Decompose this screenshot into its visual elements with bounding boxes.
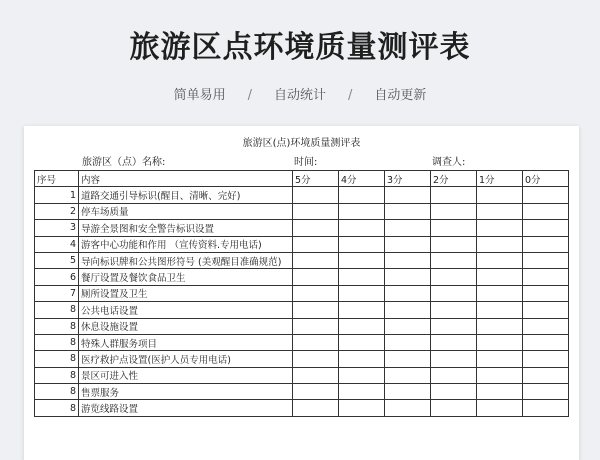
score-cell[interactable] xyxy=(293,285,339,301)
column-header: 4分 xyxy=(339,171,385,187)
score-cell[interactable] xyxy=(477,367,523,383)
table-row xyxy=(35,203,569,219)
score-cell[interactable] xyxy=(339,252,385,268)
score-cell[interactable] xyxy=(339,285,385,301)
tag-separator: / xyxy=(247,88,252,103)
column-header: 2分 xyxy=(431,171,477,187)
row-number: 6 xyxy=(35,269,79,285)
row-content: 道路交通引导标识(醒目、清晰、完好) xyxy=(79,187,293,203)
tag-auto-stat: 自动统计 xyxy=(273,88,326,103)
table-row xyxy=(35,236,569,252)
score-cell[interactable] xyxy=(431,236,477,252)
table-row xyxy=(35,285,569,301)
score-cell[interactable] xyxy=(477,384,523,400)
score-cell[interactable] xyxy=(477,400,523,416)
tag-easy: 简单易用 xyxy=(173,88,226,103)
score-cell[interactable] xyxy=(385,351,431,367)
row-number: 5 xyxy=(35,252,79,268)
score-cell[interactable] xyxy=(385,334,431,350)
score-cell[interactable] xyxy=(339,203,385,219)
score-cell[interactable] xyxy=(385,285,431,301)
score-cell[interactable] xyxy=(477,302,523,318)
tag-auto-update: 自动更新 xyxy=(374,88,427,103)
row-content: 景区可进入性 xyxy=(79,367,293,383)
score-cell[interactable] xyxy=(477,351,523,367)
score-cell[interactable] xyxy=(477,269,523,285)
score-cell[interactable] xyxy=(523,220,569,236)
row-content: 厕所设置及卫生 xyxy=(79,285,293,301)
score-cell[interactable] xyxy=(431,384,477,400)
table-row xyxy=(35,252,569,268)
row-content: 售票服务 xyxy=(79,384,293,400)
score-cell[interactable] xyxy=(431,220,477,236)
evaluation-table xyxy=(34,170,569,417)
score-cell[interactable] xyxy=(385,384,431,400)
table-row xyxy=(35,334,569,350)
row-content: 餐厅设置及餐饮食品卫生 xyxy=(79,269,293,285)
table-row xyxy=(35,302,569,318)
score-cell[interactable] xyxy=(339,318,385,334)
table-row xyxy=(35,400,569,416)
score-cell[interactable] xyxy=(339,351,385,367)
score-cell[interactable] xyxy=(293,269,339,285)
score-cell[interactable] xyxy=(385,236,431,252)
tag-separator: / xyxy=(348,88,353,103)
row-number: 8 xyxy=(35,400,79,416)
score-cell[interactable] xyxy=(293,220,339,236)
score-cell[interactable] xyxy=(339,269,385,285)
table-row xyxy=(35,220,569,236)
score-cell[interactable] xyxy=(385,367,431,383)
score-cell[interactable] xyxy=(523,318,569,334)
score-cell[interactable] xyxy=(339,302,385,318)
row-content: 导游全景图和安全警告标识设置 xyxy=(79,220,293,236)
row-content: 休息设施设置 xyxy=(79,318,293,334)
area-name-label: 旅游区（点）名称: xyxy=(82,157,166,168)
score-cell[interactable] xyxy=(523,384,569,400)
score-cell[interactable] xyxy=(523,252,569,268)
score-cell[interactable] xyxy=(523,302,569,318)
score-cell[interactable] xyxy=(431,269,477,285)
score-cell[interactable] xyxy=(477,203,523,219)
score-cell[interactable] xyxy=(431,285,477,301)
row-number: 8 xyxy=(35,384,79,400)
score-cell[interactable] xyxy=(431,400,477,416)
score-cell[interactable] xyxy=(339,334,385,350)
row-content: 导向标识牌和公共图形符号 (美观醒目准确规范) xyxy=(79,252,293,268)
score-cell[interactable] xyxy=(293,384,339,400)
row-number: 8 xyxy=(35,367,79,383)
score-cell[interactable] xyxy=(339,367,385,383)
row-content: 游览线路设置 xyxy=(79,400,293,416)
score-cell[interactable] xyxy=(523,285,569,301)
spreadsheet-preview xyxy=(24,126,579,460)
score-cell[interactable] xyxy=(293,318,339,334)
score-cell[interactable] xyxy=(431,367,477,383)
score-cell[interactable] xyxy=(523,236,569,252)
score-cell[interactable] xyxy=(385,318,431,334)
score-cell[interactable] xyxy=(477,334,523,350)
table-row xyxy=(35,269,569,285)
table-header-row xyxy=(35,171,569,187)
table-row xyxy=(35,384,569,400)
row-content: 公共电话设置 xyxy=(79,302,293,318)
score-cell[interactable] xyxy=(431,302,477,318)
score-cell[interactable] xyxy=(431,187,477,203)
score-cell[interactable] xyxy=(385,269,431,285)
score-cell[interactable] xyxy=(523,400,569,416)
table-row xyxy=(35,367,569,383)
score-cell[interactable] xyxy=(477,252,523,268)
row-number: 1 xyxy=(35,187,79,203)
score-cell[interactable] xyxy=(431,351,477,367)
score-cell[interactable] xyxy=(339,384,385,400)
time-label: 时间: xyxy=(294,157,318,168)
score-cell[interactable] xyxy=(339,187,385,203)
column-header: 序号 xyxy=(35,171,79,187)
score-cell[interactable] xyxy=(385,400,431,416)
score-cell[interactable] xyxy=(293,351,339,367)
score-cell[interactable] xyxy=(431,334,477,350)
row-content: 医疗救护点设置(医护人员专用电话) xyxy=(79,351,293,367)
column-header: 3分 xyxy=(385,171,431,187)
row-number: 8 xyxy=(35,351,79,367)
score-cell[interactable] xyxy=(431,318,477,334)
table-row xyxy=(35,187,569,203)
score-cell[interactable] xyxy=(523,269,569,285)
score-cell[interactable] xyxy=(293,302,339,318)
row-number: 7 xyxy=(35,285,79,301)
row-content: 游客中心功能和作用 （宣传资料.专用电话) xyxy=(79,236,293,252)
row-number: 8 xyxy=(35,302,79,318)
score-cell[interactable] xyxy=(293,203,339,219)
score-cell[interactable] xyxy=(477,187,523,203)
column-header: 5分 xyxy=(293,171,339,187)
score-cell[interactable] xyxy=(523,187,569,203)
column-header: 1分 xyxy=(477,171,523,187)
row-number: 8 xyxy=(35,318,79,334)
score-cell[interactable] xyxy=(293,334,339,350)
row-content: 停车场质量 xyxy=(79,203,293,219)
row-number: 4 xyxy=(35,236,79,252)
tagline xyxy=(0,84,600,103)
row-number: 3 xyxy=(35,220,79,236)
score-cell[interactable] xyxy=(293,400,339,416)
column-header: 内容 xyxy=(79,171,293,187)
score-cell[interactable] xyxy=(431,203,477,219)
score-cell[interactable] xyxy=(523,334,569,350)
score-cell[interactable] xyxy=(293,236,339,252)
table-row xyxy=(35,351,569,367)
score-cell[interactable] xyxy=(523,203,569,219)
score-cell[interactable] xyxy=(523,351,569,367)
score-cell[interactable] xyxy=(431,252,477,268)
score-cell[interactable] xyxy=(477,236,523,252)
score-cell[interactable] xyxy=(385,220,431,236)
score-cell[interactable] xyxy=(339,400,385,416)
surveyor-label: 调查人: xyxy=(432,157,466,168)
score-cell[interactable] xyxy=(477,318,523,334)
score-cell[interactable] xyxy=(385,302,431,318)
row-content: 特殊人群服务项目 xyxy=(79,334,293,350)
page-title: 旅游区点环境质量测评表 xyxy=(129,30,471,65)
score-cell[interactable] xyxy=(477,220,523,236)
table-row xyxy=(35,318,569,334)
row-number: 2 xyxy=(35,203,79,219)
score-cell[interactable] xyxy=(477,285,523,301)
row-number: 8 xyxy=(35,334,79,350)
score-cell[interactable] xyxy=(293,367,339,383)
score-cell[interactable] xyxy=(293,252,339,268)
column-header: 0分 xyxy=(523,171,569,187)
score-cell[interactable] xyxy=(523,367,569,383)
score-cell[interactable] xyxy=(293,187,339,203)
score-cell[interactable] xyxy=(385,187,431,203)
score-cell[interactable] xyxy=(339,220,385,236)
document-title: 旅游区(点)环境质量测评表 xyxy=(242,138,361,149)
score-cell[interactable] xyxy=(339,236,385,252)
score-cell[interactable] xyxy=(385,252,431,268)
score-cell[interactable] xyxy=(385,203,431,219)
